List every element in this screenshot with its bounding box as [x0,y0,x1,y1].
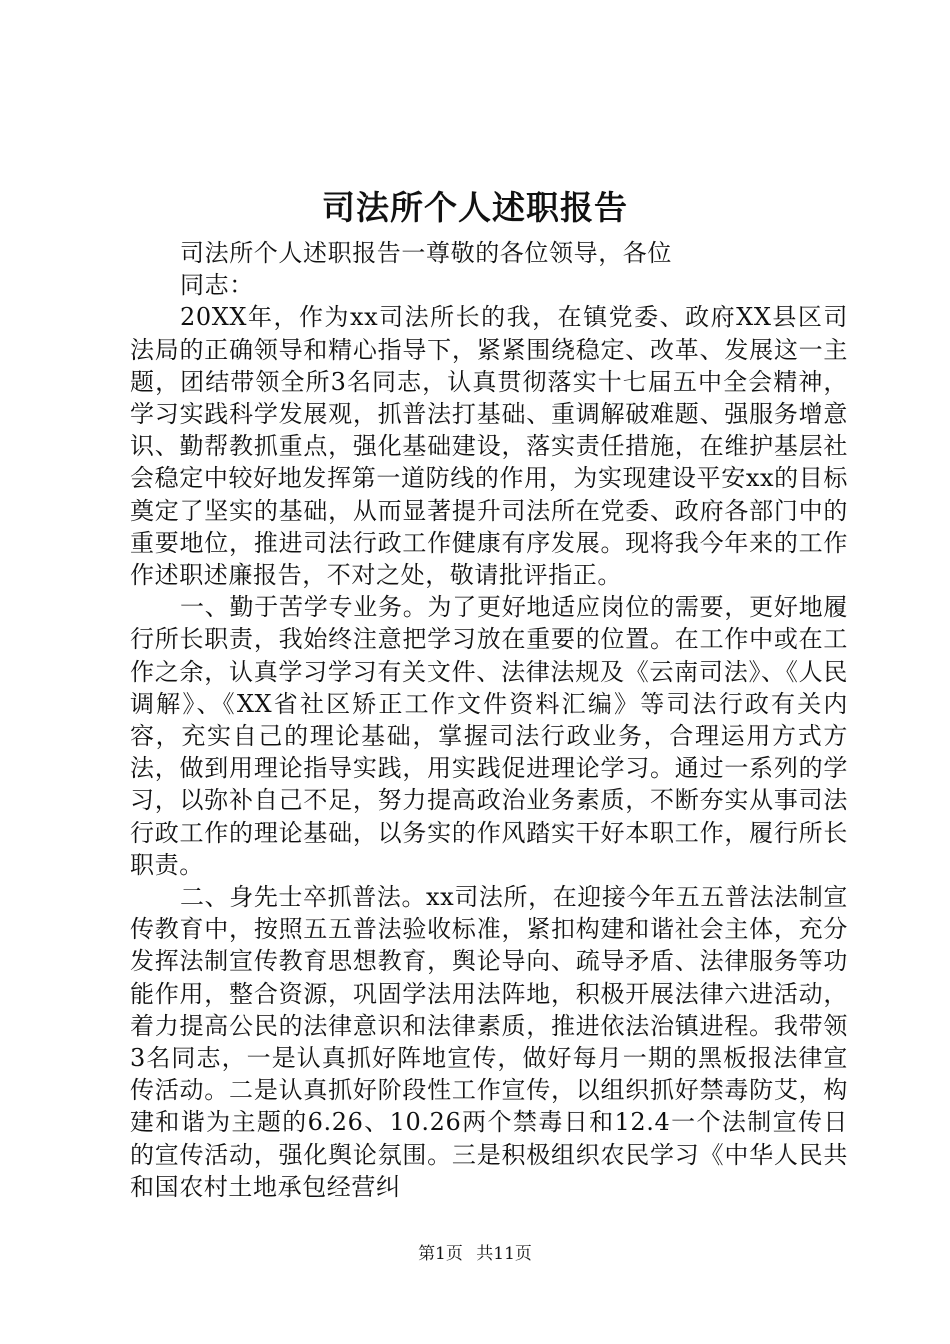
greeting-salutation: 同志： [180,271,254,300]
paragraph-legal-education: 二、身先士卒抓普法。xx司法所，在迎接今年五五普法法制宣传教育中，按照五五普法验收标准，紧扣构建和谐社会主体，充分发挥法制宣传教育思想教育，舆论导向、疏导矛盾、法律服务等功能作用，整合资源，巩固学法用法阵地，积极开展法律六进活动，着力提高公民的法律意识和法律素质，推进依法治镇进程。我带领3名同志，一是认真抓好阵地宣传，做好每月一期的黑板报法律宣传活动。二是认真抓好阶段性工作宣传，以组织抓好禁毒防艾，构建和谐为主题的6.26、10.26两个禁毒日和12.4一个法制宣传日的宣传活动，强化舆论氛围。三是积极组织农民学习《中华人民共和国农村土地承包经营纠 [130,883,848,1201]
page-footer [0,1242,950,1266]
paragraph-intro: 20XX年，作为xx司法所长的我，在镇党委、政府XX县区司法局的正确领导和精心指导下，紧紧围绕稳定、改革、发展这一主题，团结带领全所3名同志，认真贯彻落实十七届五中全会精神，学习实践科学发展观，抓普法打基础、重调解破难题、强服务增意识、勤帮教抓重点，强化基础建设，落实责任措施，在维护基层社会稳定中较好地发挥第一道防线的作用，为实现建设平安xx的目标奠定了坚实的基础，从而显著提升司法所在党委、政府各部门中的重要地位，推进司法行政工作健康有序发展。现将我今年来的工作作述职述廉报告，不对之处，敬请批评指正。 [130,303,848,590]
paragraph-study: 一、勤于苦学专业务。为了更好地适应岗位的需要，更好地履行所长职责，我始终注意把学习放在重要的位置。在工作中或在工作之余，认真学习学习有关文件、法律法规及《云南司法》、《人民调解》、《XX省社区矫正工作文件资料汇编》等司法行政有关内容，充实自己的理论基础，掌握司法行政业务，合理运用方式方法，做到用理论指导实践，用实践促进理论学习。通过一系列的学习，以弥补自己不足，努力提高政治业务素质，不断夯实从事司法行政工作的理论基础，以务实的作风踏实干好本职工作，履行所长职责。 [130,593,848,879]
page-number: 第1页 [418,1244,463,1264]
greeting-line: 司法所个人述职报告一尊敬的各位领导，各位 [180,239,672,267]
document-body [130,237,848,1203]
document-title: 司法所个人述职报告 [322,188,628,227]
page-total: 共11页 [476,1244,532,1264]
